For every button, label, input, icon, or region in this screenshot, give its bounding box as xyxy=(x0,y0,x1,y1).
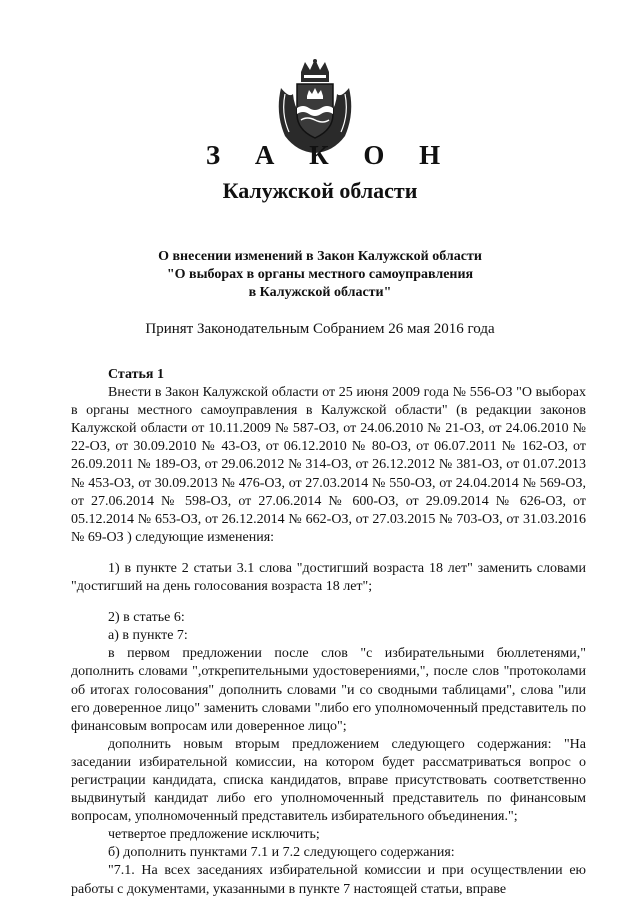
amendment-paragraph: "7.1. На всех заседаниях избирательной комиссии и при осуществлении ею работы с документами, указанными в пункте 7 настоящей статьи, вправе xyxy=(71,863,586,897)
amendment-item-2: 2) в статье 6: xyxy=(108,610,185,626)
adoption-statement: Принят Законодательным Собранием 26 мая 2016 года xyxy=(145,321,495,337)
region-title: Калужской области xyxy=(222,178,418,203)
amendment-paragraph: дополнить новым вторым предложением следующего содержания: "На заседании избирательной комиссии, на котором будет рассматриваться вопрос о регистрации кандидата, списка кандидатов, вправе присутствовать соответственно выдвинутый кандидат либо его уполномоченный представитель по финансовым вопросам, уполномоченный представитель избирательного объединения."; xyxy=(71,736,586,825)
subject-line: О внесении изменений в Закон Калужской области xyxy=(158,249,482,264)
amendment-paragraph: в первом предложении после слов "с избирательными бюллетенями," дополнить словами ",открепительными удостоверениями,", после слов "протоколами об итогах голосования" дополнить словами "и со сводными таблицами", слова "или его доверенное лицо" заменить словами "либо его уполномоченный представитель по финансовым вопросам или доверенное лицо"; xyxy=(71,646,586,734)
law-body xyxy=(71,366,586,899)
article-heading: Статья 1 xyxy=(108,367,164,382)
law-subject xyxy=(0,248,640,302)
amendment-item-1: 1) в пункте 2 статьи 3.1 слова "достигший возраста 18 лет" заменить словами "достигший на день голосования возраста 18 лет"; xyxy=(71,560,586,595)
law-title: З А К О Н xyxy=(205,140,455,170)
amendment-subitem-b: б) дополнить пунктами 7.1 и 7.2 следующего содержания: xyxy=(108,845,455,861)
amendment-subitem-a: а) в пункте 7: xyxy=(108,628,188,644)
subject-line: "О выборах в органы местного самоуправления xyxy=(166,267,474,282)
article-intro: Внести в Закон Калужской области от 25 июня 2009 года № 556-ОЗ "О выборах в органы местного самоуправления в Калужской области" (в редакции законов Калужской области от 10.11.2009 № 587-ОЗ, от 24.06.2010 № 21-ОЗ, от 24.06.2010 № 22-ОЗ, от 30.09.2010 № 43-ОЗ, от 06.12.2010 № 80-ОЗ, от 06.07.2011 № 162-ОЗ, от 26.09.2011 № 189-ОЗ, от 29.06.2012 № 314-ОЗ, от 26.12.2012 № 381-ОЗ, от 01.07.2013 № 453-ОЗ, от 30.09.2013 № 476-ОЗ, от 27.03.2014 № 550-ОЗ, от 24.04.2014 № 569-ОЗ, от 27.06.2014 № 598-ОЗ, от 27.06.2014 № 600-ОЗ, от 29.09.2014 № 626-ОЗ, от 05.12.2014 № 653-ОЗ, от 26.12.2014 № 662-ОЗ, от 27.03.2015 № 703-ОЗ, от 31.03.2016 № 69-ОЗ ) следующие изменения: xyxy=(71,385,586,545)
amendment-paragraph: четвертое предложение исключить; xyxy=(108,827,320,843)
subject-line: в Калужской области" xyxy=(248,285,392,300)
